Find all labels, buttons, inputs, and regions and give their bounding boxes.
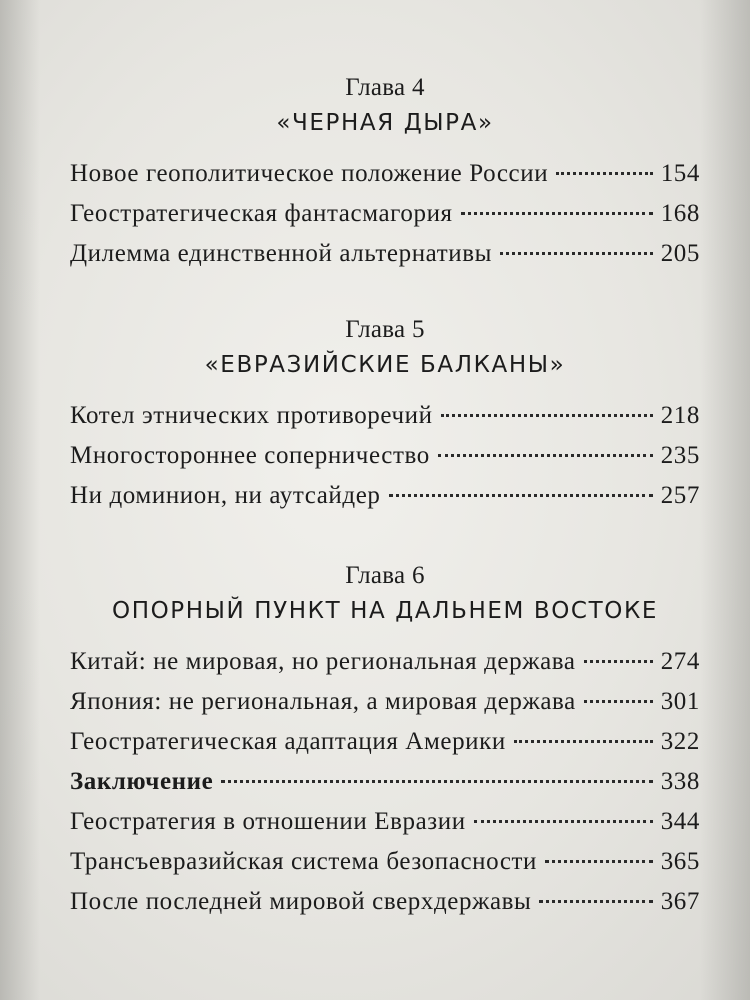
chapter-4-title: «ЧЕРНАЯ ДЫРА»	[276, 110, 494, 136]
toc-entry	[70, 396, 700, 436]
dot-leader	[539, 900, 652, 903]
toc-entry-label: Дилемма единственной альтернативы	[70, 240, 493, 267]
toc-entry-page: 218	[660, 402, 700, 429]
toc-entry-page: 301	[660, 688, 700, 715]
dot-leader	[474, 820, 653, 823]
toc-entry-page: 235	[660, 442, 700, 469]
toc-entry-page: 274	[660, 648, 700, 675]
toc-entry-page: 344	[660, 808, 700, 835]
toc-entry	[70, 476, 700, 516]
toc-entry-conclusion	[70, 762, 700, 802]
toc-entry-label: Многостороннее соперничество	[70, 442, 430, 469]
toc-entry	[70, 882, 700, 922]
toc-entry	[70, 436, 700, 476]
chapter-6-number: Глава 6	[345, 562, 425, 589]
dot-leader	[584, 700, 653, 703]
dot-leader	[461, 212, 653, 215]
chapter-6-title: ОПОРНЫЙ ПУНКТ НА ДАЛЬНЕМ ВОСТОКЕ	[111, 598, 659, 624]
dot-leader	[389, 494, 653, 497]
table-of-contents	[70, 72, 700, 932]
chapter-4-section	[70, 72, 700, 274]
toc-entry-page: 154	[660, 160, 700, 187]
dot-leader	[584, 660, 653, 663]
chapter-5-section	[70, 314, 700, 516]
dot-leader	[221, 780, 652, 783]
toc-entry	[70, 802, 700, 842]
toc-entry-label: После последней мировой сверхдержавы	[70, 888, 532, 915]
toc-entry-label: Новое геополитическое положение России	[70, 160, 549, 187]
dot-leader	[438, 454, 653, 457]
toc-entry-label: Заключение	[70, 768, 214, 795]
toc-entry	[70, 842, 700, 882]
section-gap	[70, 284, 700, 314]
dot-leader	[556, 172, 653, 175]
toc-entry-page: 257	[660, 482, 700, 509]
chapter-4-number: Глава 4	[345, 74, 425, 101]
toc-entry-label: Китай: не мировая, но региональная держава	[70, 648, 576, 675]
toc-entry-label: Япония: не региональная, а мировая держава	[70, 688, 576, 715]
toc-entry-label: Ни доминион, ни аутсайдер	[70, 482, 381, 509]
toc-entry-label: Геостратегия в отношении Евразии	[70, 808, 466, 835]
section-gap	[70, 526, 700, 560]
toc-entry	[70, 194, 700, 234]
page-edge-shadow-left	[0, 0, 40, 1000]
toc-entry-page: 365	[660, 848, 700, 875]
toc-entry	[70, 642, 700, 682]
toc-entry	[70, 234, 700, 274]
toc-entry	[70, 154, 700, 194]
toc-entry-label: Трансъевразийская система безопасности	[70, 848, 538, 875]
toc-entry-label: Котел этнических противоречий	[70, 402, 433, 429]
chapter-5-number: Глава 5	[345, 316, 425, 343]
toc-entry	[70, 722, 700, 762]
dot-leader	[514, 740, 653, 743]
toc-entry-page: 322	[660, 728, 700, 755]
toc-entry	[70, 682, 700, 722]
toc-entry-label: Геостратегическая фантасмагория	[70, 200, 453, 227]
toc-entry-page: 205	[660, 240, 700, 267]
dot-leader	[441, 414, 653, 417]
chapter-5-title: «ЕВРАЗИЙСКИЕ БАЛКАНЫ»	[204, 352, 566, 378]
dot-leader	[500, 252, 653, 255]
dot-leader	[545, 860, 653, 863]
toc-entry-page: 367	[660, 888, 700, 915]
chapter-6-section	[70, 560, 700, 922]
toc-entry-page: 338	[660, 768, 700, 795]
toc-entry-label: Геостратегическая адаптация Америки	[70, 728, 506, 755]
toc-entry-page: 168	[660, 200, 700, 227]
page-edge-shadow-right	[700, 0, 750, 1000]
